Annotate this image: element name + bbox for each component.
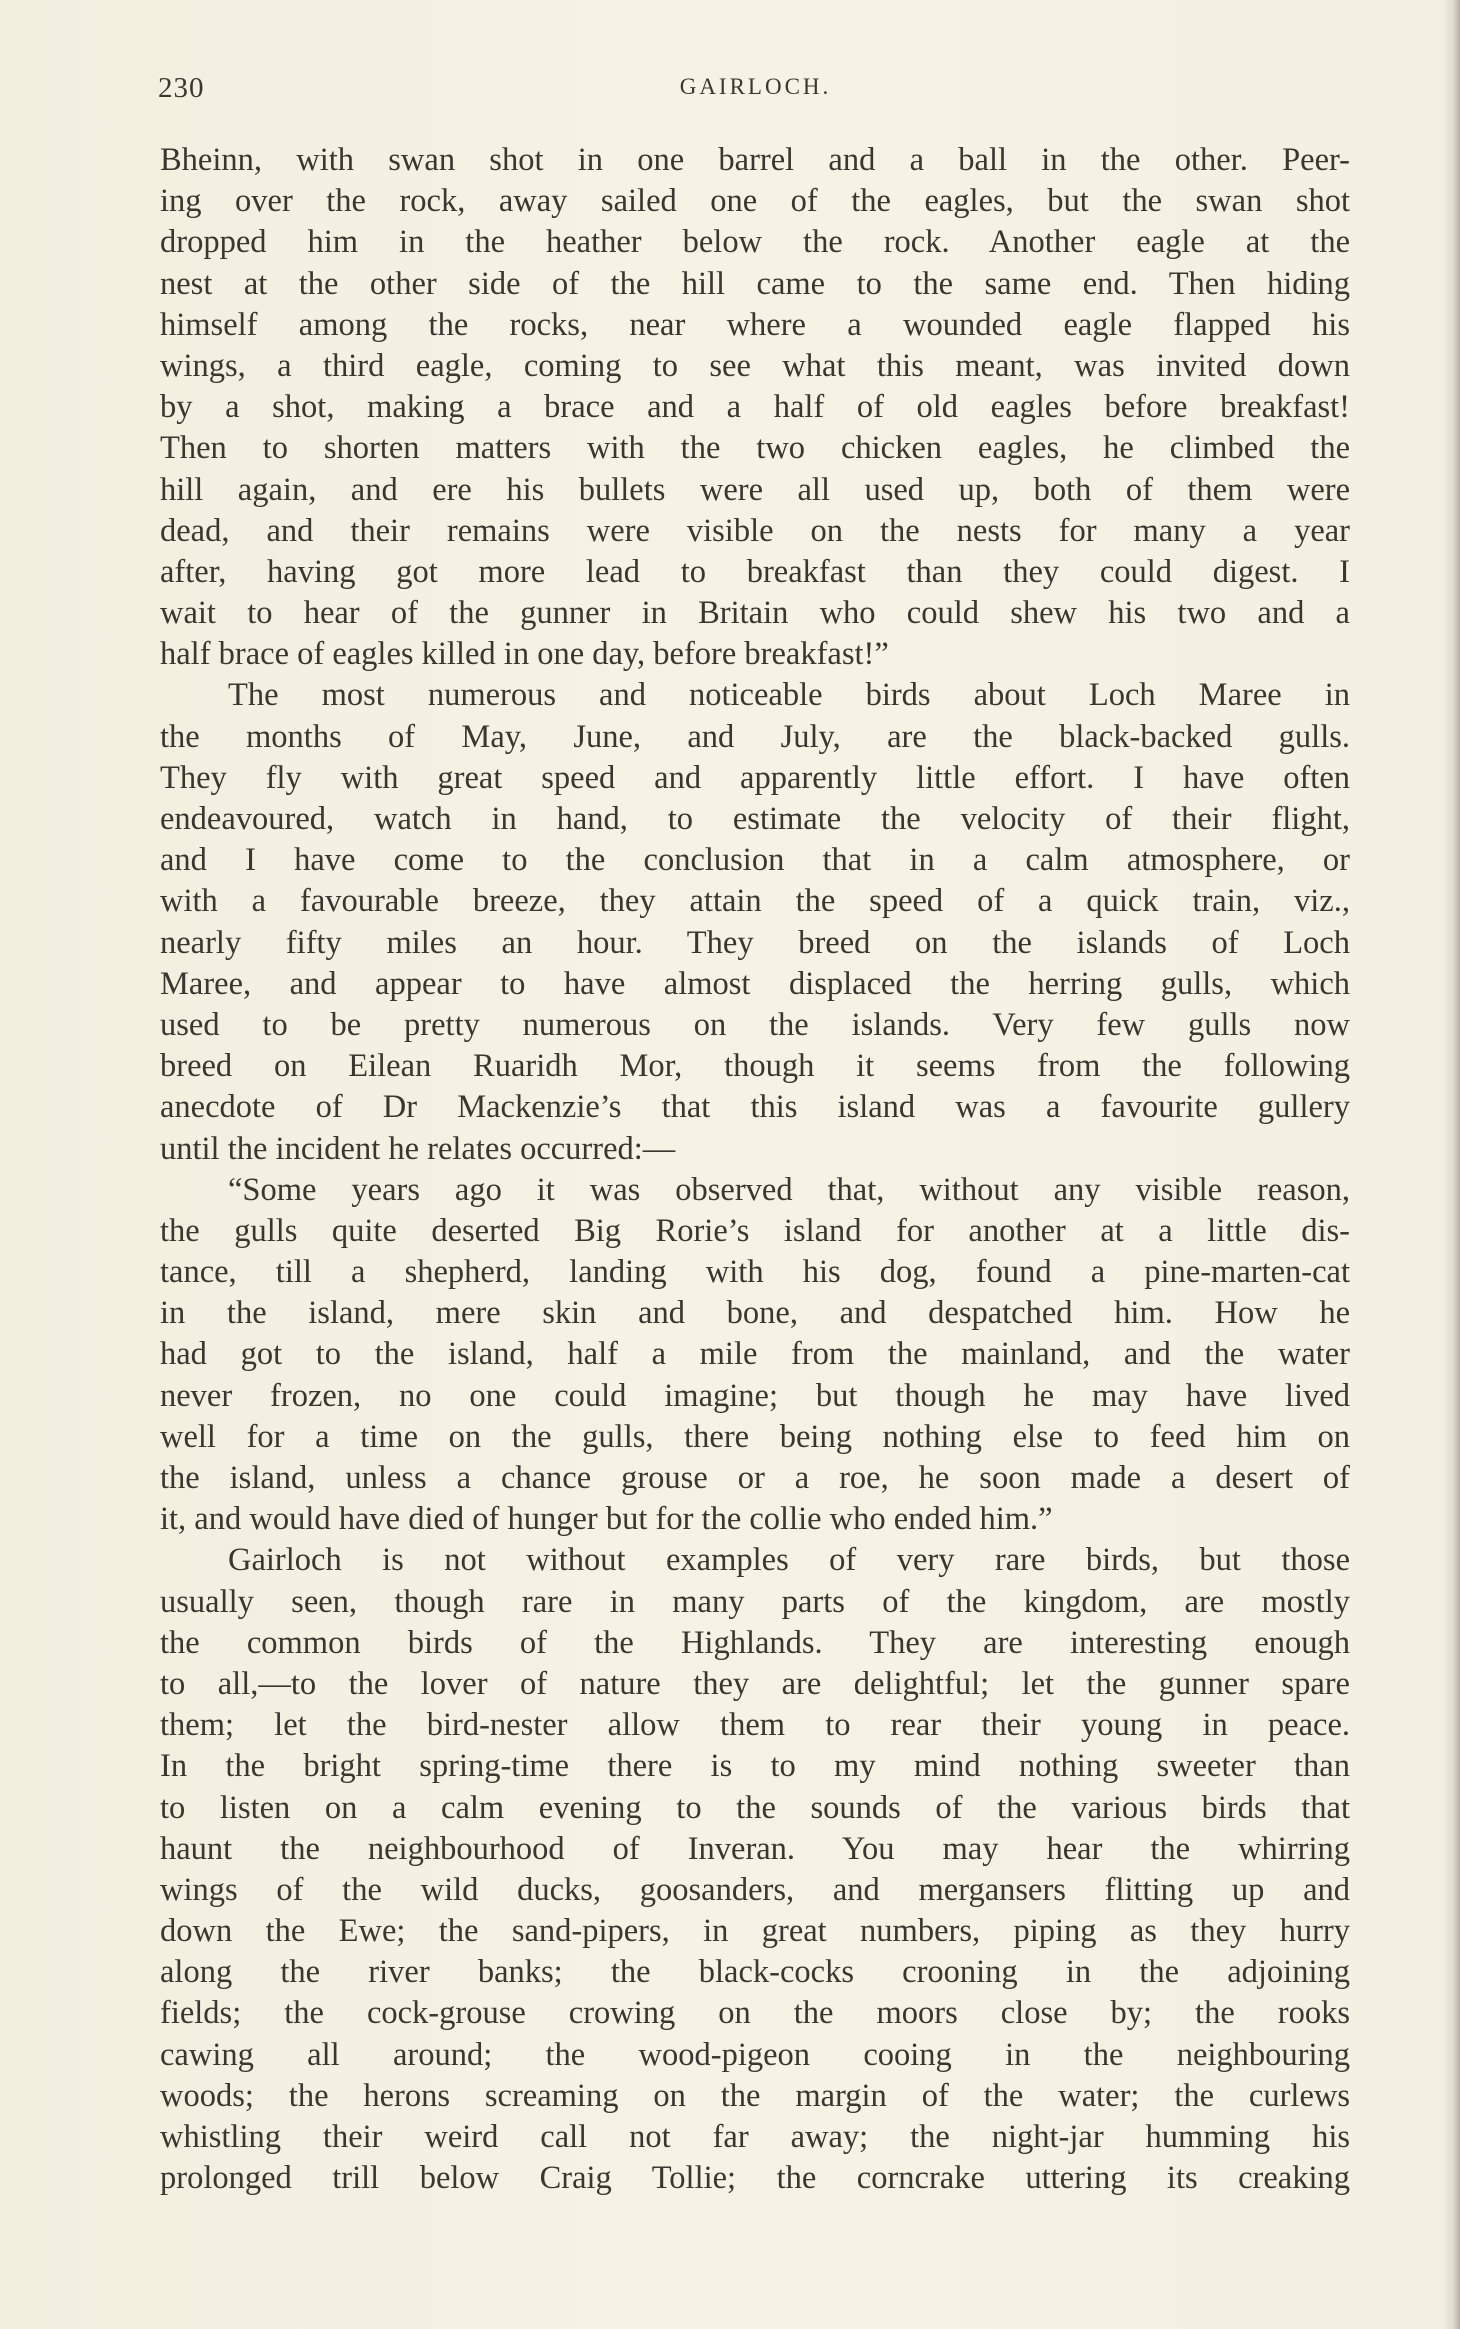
text-line: woods; the herons screaming on the margin of the water; the curlews [160,2077,1350,2114]
text-line: dead, and their remains were visible on the nests for many a year [160,512,1350,549]
text-line: until the incident he relates occurred:— [160,1130,676,1167]
text-line: by a shot, making a brace and a half of old eagles before breakfast! [160,389,1350,426]
text-line: to listen on a calm evening to the sounds of the various birds that [160,1789,1350,1826]
text-line: the months of May, June, and July, are the black-backed gulls. [160,718,1350,755]
text-line: wait to hear of the gunner in Britain who could shew his two and a [160,595,1350,632]
text-line: Maree, and appear to have almost displaced the herring gulls, which [160,965,1350,1002]
text-line: nest at the other side of the hill came to the same end. Then hiding [160,265,1350,302]
text-line: prolonged trill below Craig Tollie; the corncrake uttering its creaking [160,2160,1350,2197]
text-line: hill again, and ere his bullets were all used up, both of them were [160,471,1350,508]
text-line: nearly fifty miles an hour. They breed on the islands of Loch [160,924,1350,961]
text-line: usually seen, though rare in many parts of the kingdom, are mostly [160,1583,1350,1620]
text-line: with a favourable breeze, they attain the speed of a quick train, viz., [160,883,1350,920]
text-line: Then to shorten matters with the two chicken eagles, he climbed the [160,430,1350,467]
text-line: well for a time on the gulls, there being nothing else to feed him on [160,1418,1350,1455]
running-head: GAIRLOCH. [679,74,832,99]
text-line: haunt the neighbourhood of Inveran. You may hear the whirring [160,1830,1350,1867]
page-edge-shadow [1442,0,1460,2329]
text-line: wings of the wild ducks, goosanders, and mergansers flitting up and [160,1871,1350,1908]
text-line: and I have come to the conclusion that in a calm atmosphere, or [160,842,1350,879]
page-header [158,72,1353,112]
text-line: the island, unless a chance grouse or a roe, he soon made a desert of [160,1460,1350,1496]
text-line: himself among the rocks, near where a wounded eagle flapped his [160,306,1350,343]
text-line: had got to the island, half a mile from the mainland, and the water [160,1336,1350,1373]
text-line: never frozen, no one could imagine; but though he may have lived [160,1377,1350,1414]
text-line: Gairloch is not without examples of very rare birds, but those [228,1542,1350,1579]
text-line: used to be pretty numerous on the islands. Very few gulls now [160,1006,1350,1043]
text-line: In the bright spring-time there is to my mind nothing sweeter than [160,1748,1350,1785]
text-line: ing over the rock, away sailed one of the eagles, but the swan shot [160,183,1350,220]
page-number: 230 [158,72,205,104]
text-line: anecdote of Dr Mackenzie’s that this island was a favourite gullery [160,1089,1350,1126]
text-line: in the island, mere skin and bone, and despatched him. How he [160,1295,1350,1332]
text-line: dropped him in the heather below the rock. Another eagle at the [160,224,1350,261]
text-line: cawing all around; the wood-pigeon cooing in the neighbouring [160,2036,1350,2073]
text-line: the common birds of the Highlands. They are interesting enough [160,1624,1350,1661]
text-line: along the river banks; the black-cocks crooning in the adjoining [160,1954,1350,1991]
text-line: fields; the cock-grouse crowing on the moors close by; the rooks [160,1995,1350,2032]
text-line: Bheinn, with swan shot in one barrel and a ball in the other. Peer- [160,142,1350,178]
text-line: tance, till a shepherd, landing with his dog, found a pine-marten-cat [160,1254,1350,1291]
text-line: them; let the bird-nester allow them to rear their young in peace. [160,1707,1350,1744]
text-line: it, and would have died of hunger but for the collie who ended him.” [160,1501,1053,1538]
text-line: whistling their weird call not far away; the night-jar humming his [160,2119,1350,2155]
text-line: “Some years ago it was observed that, without any visible reason, [228,1171,1350,1208]
text-line: The most numerous and noticeable birds about Loch Maree in [228,677,1350,714]
text-line: after, having got more lead to breakfast than they could digest. I [160,553,1350,590]
body-text [160,140,1350,2199]
text-line: wings, a third eagle, coming to see what this meant, was invited down [160,347,1350,384]
text-line: to all,—to the lover of nature they are delightful; let the gunner spare [160,1665,1350,1702]
text-line: down the Ewe; the sand-pipers, in great numbers, piping as they hurry [160,1913,1350,1950]
text-line: half brace of eagles killed in one day, before breakfast!” [160,636,889,673]
text-line: the gulls quite deserted Big Rorie’s island for another at a little dis- [160,1212,1350,1249]
text-line: endeavoured, watch in hand, to estimate the velocity of their flight, [160,801,1350,837]
text-line: breed on Eilean Ruaridh Mor, though it seems from the following [160,1048,1350,1085]
text-line: They fly with great speed and apparently little effort. I have often [160,759,1350,796]
